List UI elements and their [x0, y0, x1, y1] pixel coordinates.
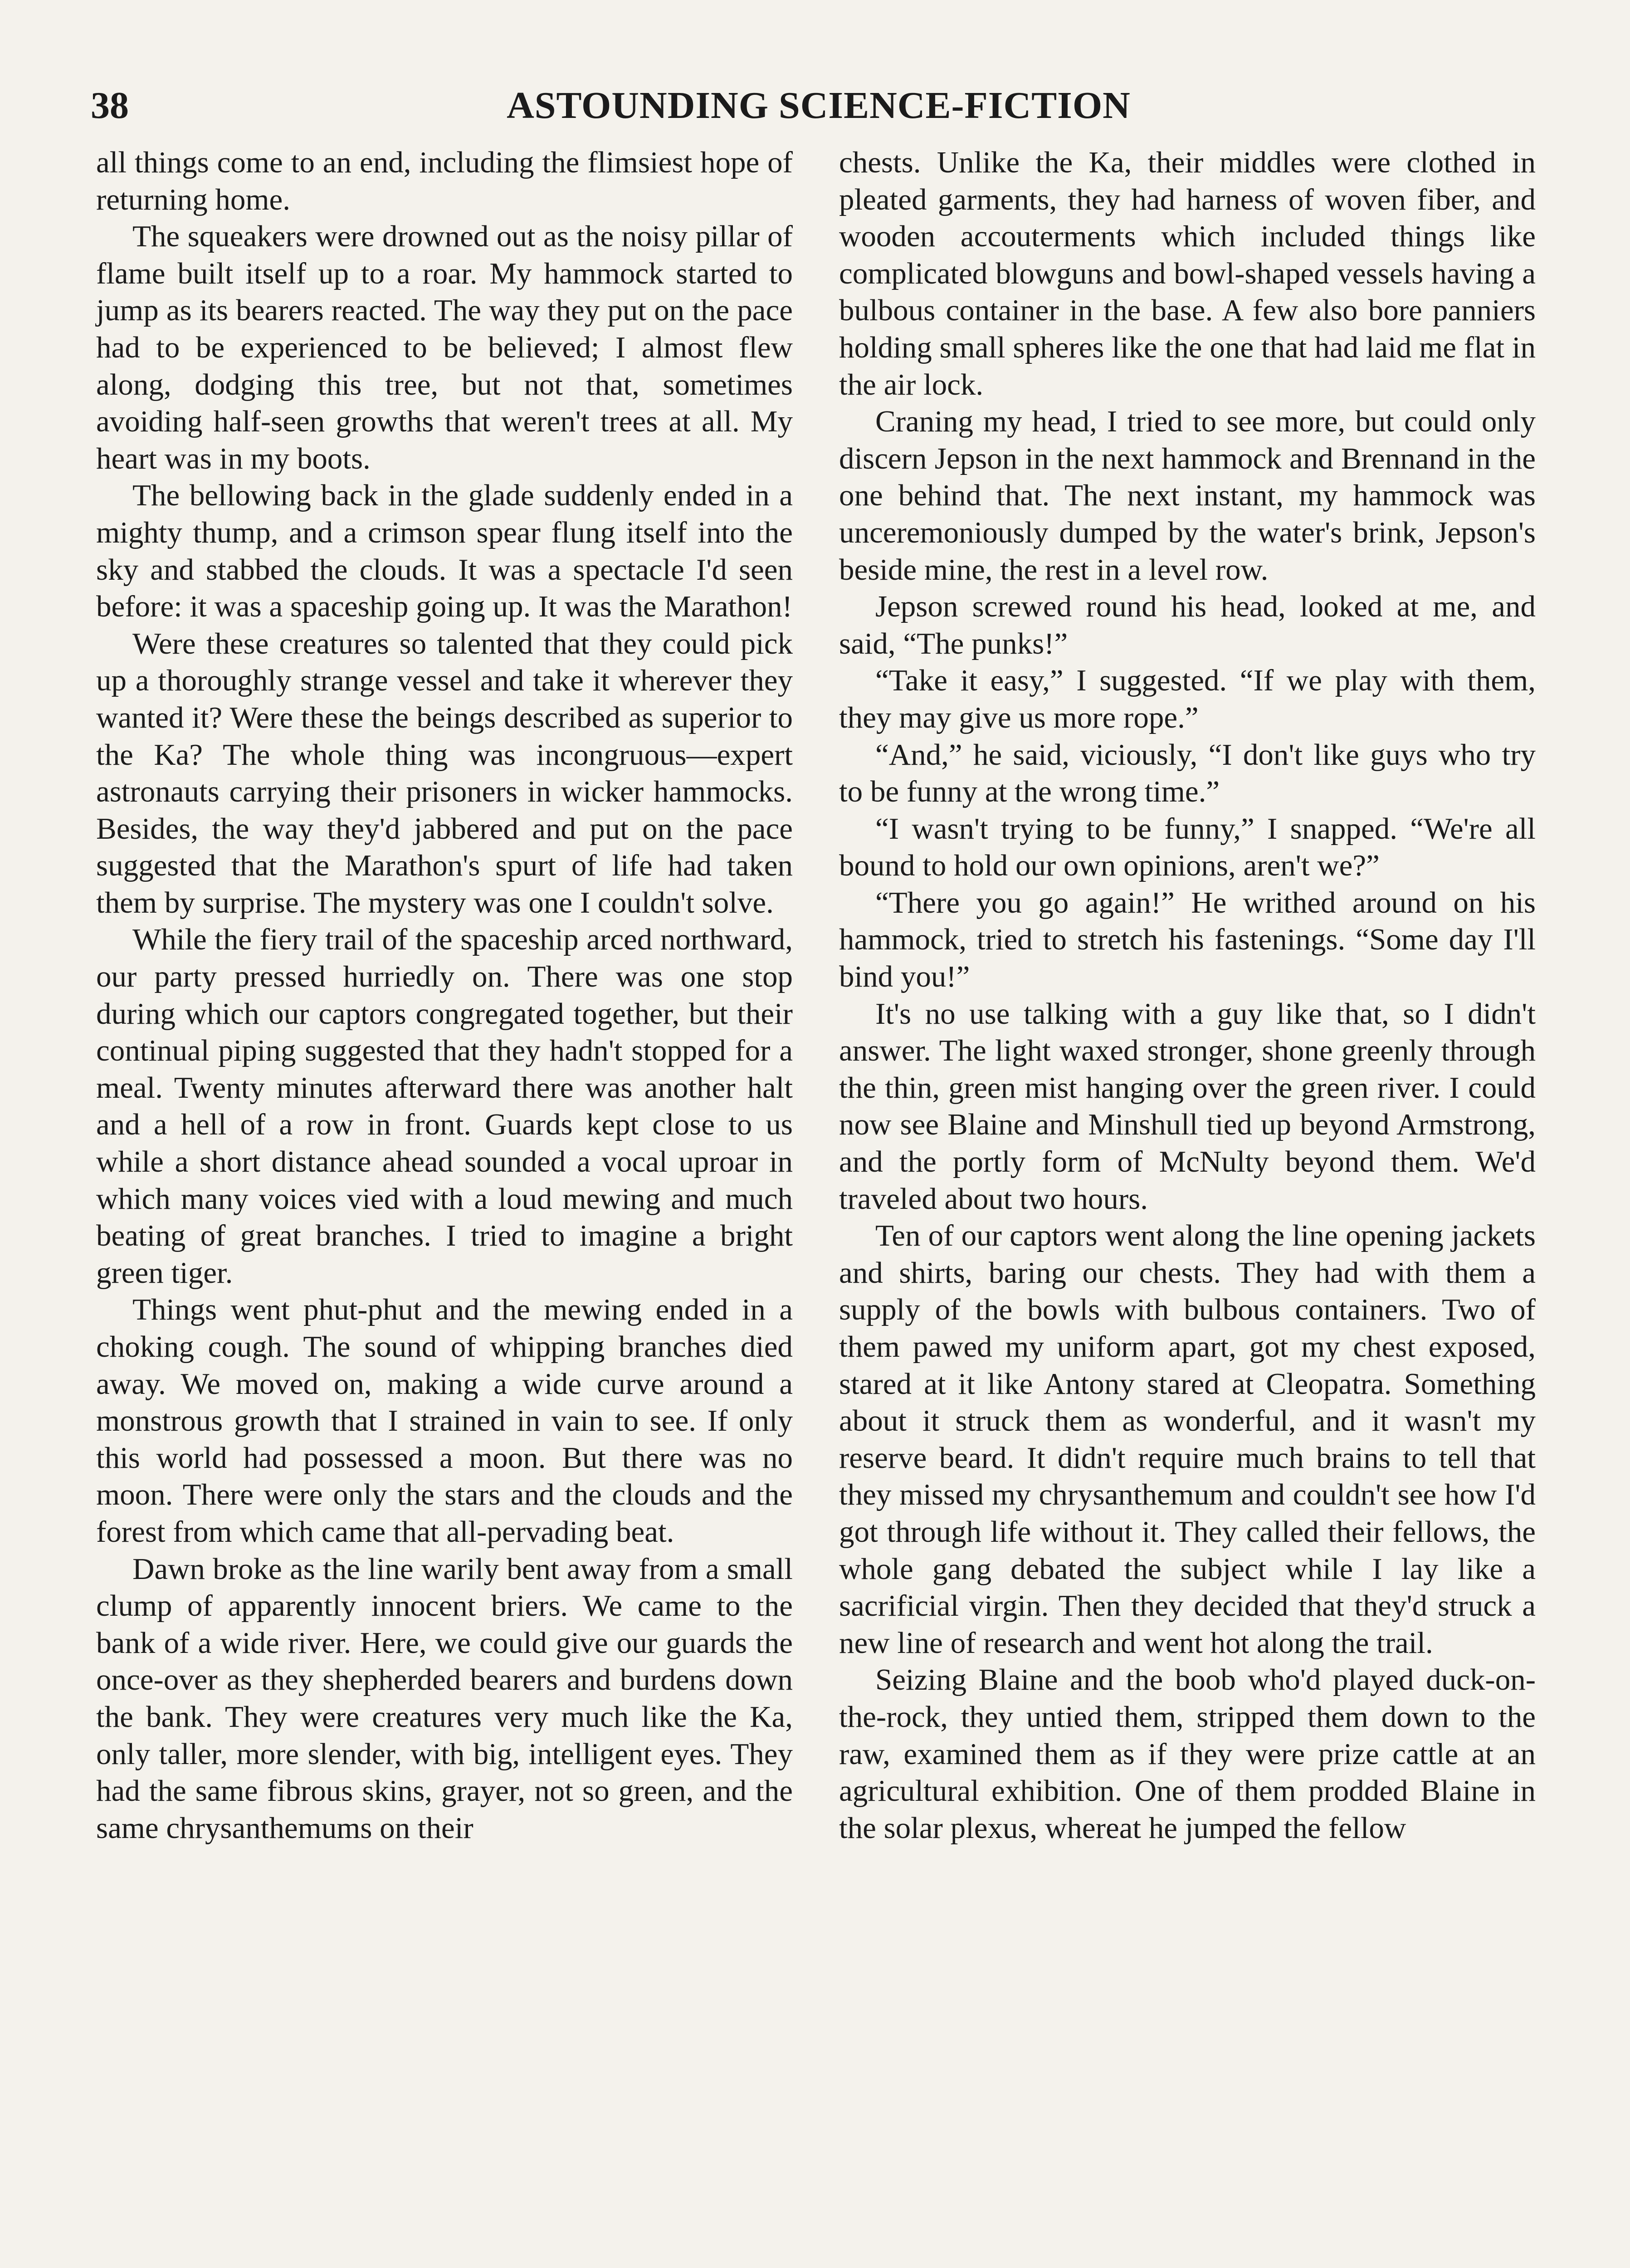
- paragraph: all things come to an end, including the flimsiest hope of returning home.: [96, 146, 793, 216]
- paragraph: The bellowing back in the glade suddenly ended in a mighty thump, and a crimson spear flung itself into the sky and stabbed the clouds. It was a spectacle I'd seen before: it was a spaceship going up. It was the Marathon!: [96, 479, 793, 624]
- paragraph: It's no use talking with a guy like that, so I didn't answer. The light waxed stronger, shone greenly through the thin, green mist hanging over the green river. I could now see Blaine and Minshull tied up beyond Armstrong, and the portly form of McNulty beyond them. We'd traveled about two hours.: [839, 997, 1536, 1216]
- page-number: 38: [91, 84, 129, 127]
- paragraph: Things went phut-phut and the mewing ended in a choking cough. The sound of whipping branches died away. We moved on, making a wide curve around a monstrous growth that I strained in vain to see. If only this world had possessed a moon. But there was no moon. There were only the stars and the clouds and the forest from which came that all-pervading beat.: [96, 1293, 793, 1549]
- paragraph: Jepson screwed round his head, looked at me, and said, “The punks!”: [839, 590, 1536, 660]
- page-header: [91, 81, 1547, 135]
- paragraph: Dawn broke as the line warily bent away from a small clump of apparently innocent briers. We came to the bank of a wide river. Here, we could give our guards the once-over as they shepherded bearers and burdens down the bank. They were creatures very much like the Ka, only taller, more slender, with big, intelligent eyes. They had the same fibrous skins, grayer, not so green, and the same chrysanthemums on their: [96, 1552, 793, 1845]
- paragraph: “I wasn't trying to be funny,” I snapped. “We're all bound to hold our own opinions, aren't we?”: [839, 811, 1536, 883]
- paragraph: Were these creatures so talented that they could pick up a thoroughly strange vessel and take it wherever they wanted it? Were these the beings described as superior to the Ka? The whole thing was incongruous—expert astronauts carrying their prisoners in wicker hammocks. Besides, the way they'd jabbered and put on the pace suggested that the Marathon's spurt of life had taken them by surprise. The mystery was one I couldn't solve.: [96, 626, 793, 919]
- left-column: [96, 144, 793, 1847]
- paragraph: chests. Unlike the Ka, their middles were clothed in pleated garments, they had harness of woven fiber, and wooden accouterments which included things like complicated blowguns and bowl-shaped vessels having a bulbous container in the base. A few also bore panniers holding small spheres like the one that had laid me flat in the air lock.: [839, 146, 1536, 401]
- paragraph: Craning my head, I tried to see more, but could only discern Jepson in the next hammock and Brennand in the one behind that. The next instant, my hammock was unceremoniously dumped by the water's brink, Jepson's beside mine, the rest in a level row.: [839, 405, 1536, 587]
- right-column: [839, 144, 1536, 1847]
- paragraph: The squeakers were drowned out as the noisy pillar of flame built itself up to a roar. My hammock started to jump as its bearers reacted. The way they put on the pace had to be experienced to be believed; I almost flew along, dodging this tree, but not that, sometimes avoiding half-seen growths that weren't trees at all. My heart was in my boots.: [96, 220, 793, 475]
- paragraph: “And,” he said, viciously, “I don't like guys who try to be funny at the wrong time.”: [839, 738, 1536, 809]
- paragraph: Ten of our captors went along the line opening jackets and shirts, baring our chests. They had with them a supply of the bowls with bulbous containers. Two of them pawed my uniform apart, got my chest exposed, stared at it like Antony stared at Cleopatra. Something about it struck them as wonderful, and it wasn't my reserve beard. It didn't require much brains to tell that they missed my chrysanthemum and couldn't see how I'd got through life without it. They called their fellows, the whole gang debated the subject while I lay like a sacrificial virgin. Then they decided that they'd struck a new line of research and went hot along the trail.: [839, 1219, 1536, 1660]
- paragraph: Seizing Blaine and the boob who'd played duck-on-the-rock, they untied them, stripped them down to the raw, examined them as if they were prize cattle at an agricultural exhibition. One of them prodded Blaine in the solar plexus, whereat he jumped the fellow: [839, 1663, 1536, 1845]
- paragraph: While the fiery trail of the spaceship arced northward, our party pressed hurriedly on. There was one stop during which our captors congregated together, but their continual piping suggested that they hadn't stopped for a meal. Twenty minutes afterward there was another halt and a hell of a row in front. Guards kept close to us while a short distance ahead sounded a vocal uproar in which many voices vied with a loud mewing and much beating of great branches. I tried to imagine a bright green tiger.: [96, 923, 793, 1290]
- paragraph: “There you go again!” He writhed around on his hammock, tried to stretch his fastenings. “Some day I'll bind you!”: [839, 885, 1536, 994]
- paragraph: “Take it easy,” I suggested. “If we play with them, they may give us more rope.”: [839, 664, 1536, 734]
- running-title: ASTOUNDING SCIENCE-FICTION: [507, 84, 1131, 127]
